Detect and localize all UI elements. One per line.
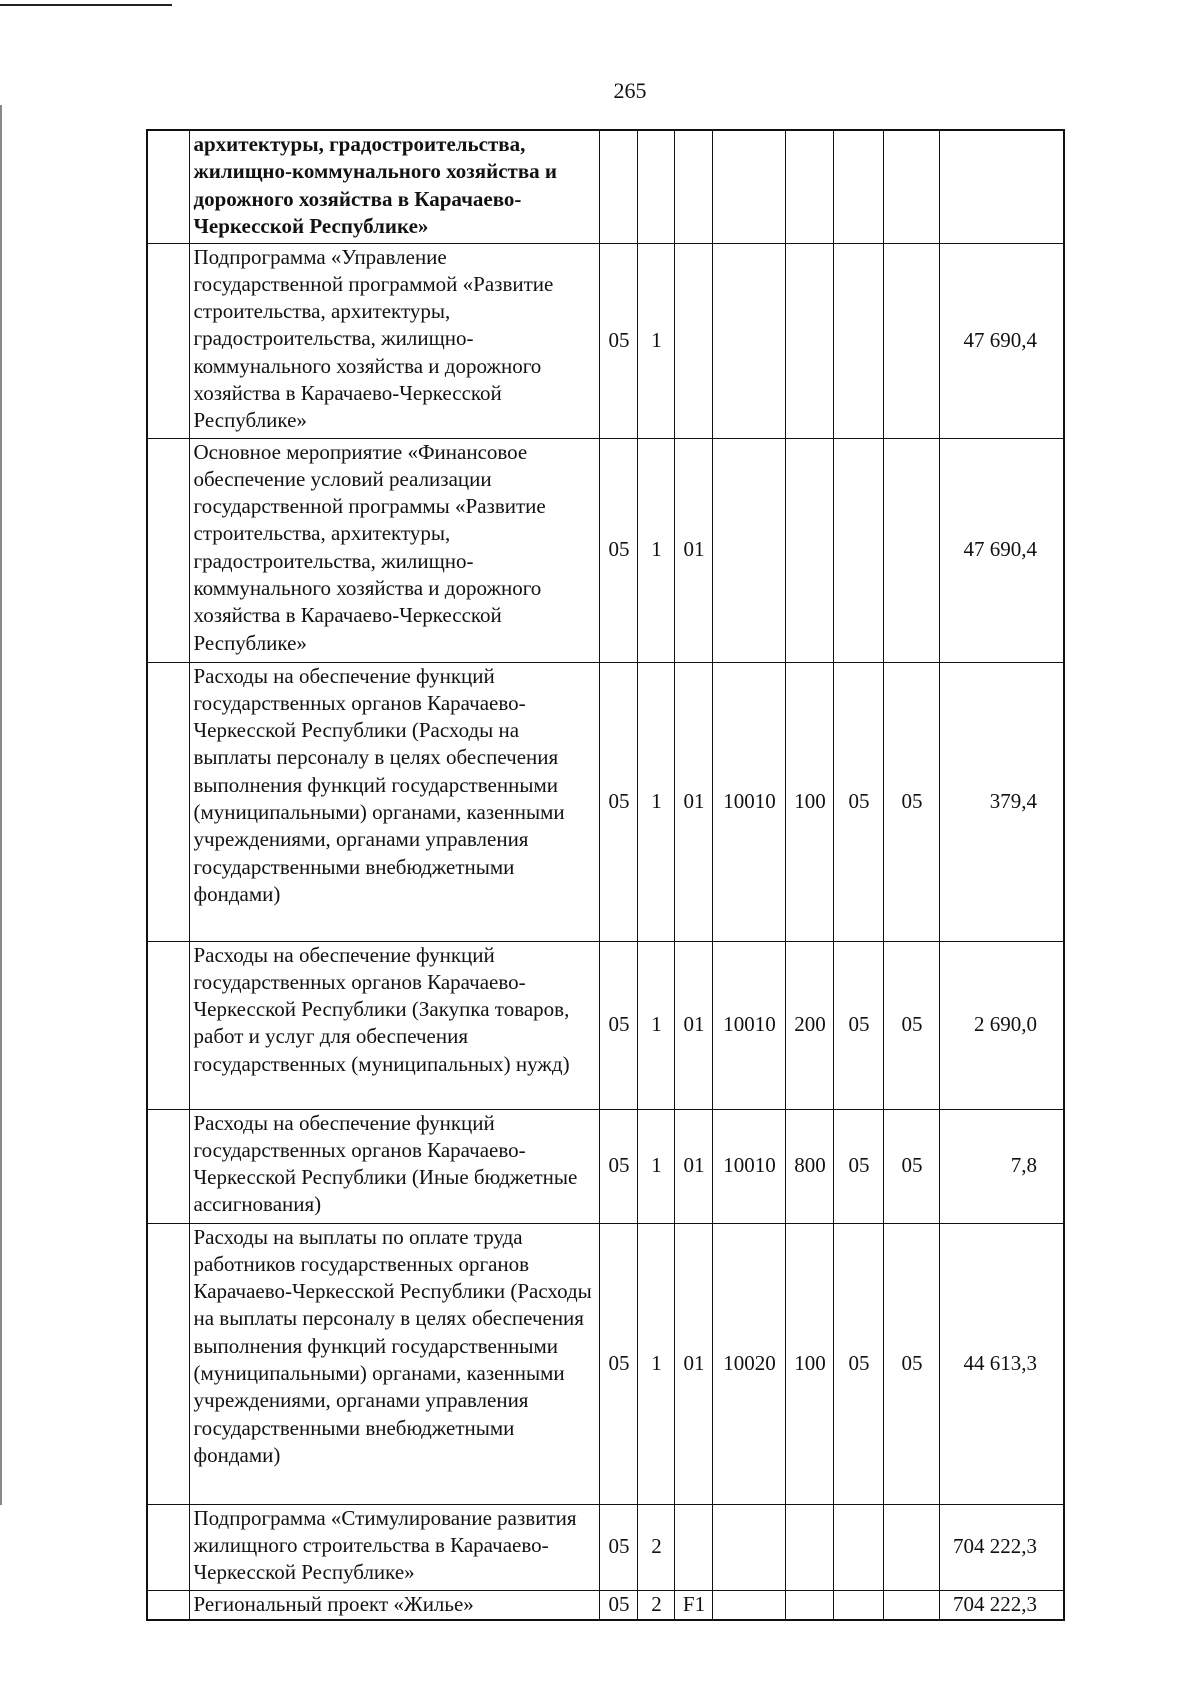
code-cell: 1 [637,1223,674,1504]
code-cell: 10010 [712,1109,785,1223]
code-cell: 05 [833,662,883,941]
blank-cell [147,438,189,662]
code-cell [883,243,939,438]
blank-cell [147,1109,189,1223]
code-cell: 05 [599,1223,637,1504]
code-cell [712,130,785,243]
code-cell: 1 [637,941,674,1109]
code-cell: 05 [599,243,637,438]
code-cell [785,1590,833,1620]
blank-cell [147,1504,189,1590]
code-cell: 05 [883,1223,939,1504]
amount-cell: 2 690,0 [939,941,1064,1109]
blank-cell [147,243,189,438]
code-cell [833,130,883,243]
code-cell [883,1590,939,1620]
code-cell [599,130,637,243]
code-cell: 05 [883,662,939,941]
table-row [147,438,1064,662]
blank-cell [147,1223,189,1504]
code-cell: 05 [599,1109,637,1223]
code-cell [637,130,674,243]
item-name: Основное мероприятие «Финансовое обеспечение условий реализации государственной программы «Развитие строительства, архитектуры, градостроительства, жилищно-коммунального хозяйства и дорожного хозяйства в Карачаево-Черкесской Республике» [189,438,599,662]
item-name: Расходы на обеспечение функций государственных органов Карачаево-Черкесской Республики (Расходы на выплаты персоналу в целях обеспечения выполнения функций государственными (муниципальными) органами, казенными учреждениями, органами управления государственными внебюджетными фондами) [189,662,599,941]
code-cell [674,130,712,243]
amount-cell: 704 222,3 [939,1504,1064,1590]
amount-cell: 47 690,4 [939,438,1064,662]
code-cell [712,1590,785,1620]
code-cell [712,243,785,438]
code-cell: 05 [883,1109,939,1223]
amount-cell: 7,8 [939,1109,1064,1223]
amount-cell [939,130,1064,243]
table-row [147,1504,1064,1590]
code-cell [674,1504,712,1590]
amount-cell: 44 613,3 [939,1223,1064,1504]
code-cell: 10020 [712,1223,785,1504]
code-cell [785,438,833,662]
code-cell: 1 [637,1109,674,1223]
code-cell: 200 [785,941,833,1109]
table-row [147,662,1064,941]
amount-cell: 704 222,3 [939,1590,1064,1620]
code-cell: F1 [674,1590,712,1620]
code-cell: 1 [637,438,674,662]
blank-cell [147,941,189,1109]
table-row [147,1590,1064,1620]
blank-cell [147,662,189,941]
code-cell: 01 [674,1223,712,1504]
item-name: Расходы на обеспечение функций государственных органов Карачаево-Черкесской Республики (Иные бюджетные ассигнования) [189,1109,599,1223]
code-cell: 100 [785,662,833,941]
code-cell: 05 [833,941,883,1109]
code-cell [883,438,939,662]
code-cell [712,1504,785,1590]
page-number: 265 [613,78,647,103]
code-cell [883,130,939,243]
code-cell: 05 [833,1109,883,1223]
code-cell: 10010 [712,941,785,1109]
blank-cell [147,130,189,243]
code-cell: 05 [833,1223,883,1504]
item-name: Региональный проект «Жилье» [189,1590,599,1620]
code-cell [785,130,833,243]
code-cell: 800 [785,1109,833,1223]
blank-cell [147,1590,189,1620]
amount-cell: 47 690,4 [939,243,1064,438]
code-cell [785,243,833,438]
table-row [147,243,1064,438]
code-cell: 10010 [712,662,785,941]
table-row [147,941,1064,1109]
table-row [147,130,1064,243]
code-cell: 05 [599,941,637,1109]
top-edge-rule [0,4,172,6]
code-cell [833,438,883,662]
budget-table [146,129,1065,1621]
item-name: Расходы на выплаты по оплате труда работников государственных органов Карачаево-Черкесской Республики (Расходы на выплаты персоналу в целях обеспечения выполнения функций государственными (муниципальными) органами, казенными учреждениями, органами управления государственными внебюджетными фондами) [189,1223,599,1504]
item-name: Подпрограмма «Стимулирование развития жилищного строительства в Карачаево-Черкесской Республике» [189,1504,599,1590]
code-cell: 2 [637,1590,674,1620]
code-cell [833,243,883,438]
code-cell [883,1504,939,1590]
code-cell [785,1504,833,1590]
amount-cell: 379,4 [939,662,1064,941]
code-cell: 05 [599,438,637,662]
code-cell [674,243,712,438]
table-row [147,1109,1064,1223]
code-cell: 1 [637,662,674,941]
code-cell [833,1504,883,1590]
left-edge-rule [0,105,2,1505]
code-cell: 01 [674,438,712,662]
code-cell: 05 [883,941,939,1109]
table-row [147,1223,1064,1504]
code-cell: 1 [637,243,674,438]
item-name: Расходы на обеспечение функций государственных органов Карачаево-Черкесской Республики (Закупка товаров, работ и услуг для обеспечения государственных (муниципальных) нужд) [189,941,599,1109]
code-cell: 05 [599,662,637,941]
code-cell [712,438,785,662]
code-cell: 01 [674,941,712,1109]
code-cell: 05 [599,1504,637,1590]
code-cell [833,1590,883,1620]
code-cell: 2 [637,1504,674,1590]
item-name: Подпрограмма «Управление государственной программой «Развитие строительства, архитектуры, градостроительства, жилищно-коммунального хозяйства и дорожного хозяйства в Карачаево-Черкесской Республике» [189,243,599,438]
item-name: архитектуры, градостроительства, жилищно-коммунального хозяйства и дорожного хозяйства в Карачаево-Черкесской Республике» [189,130,599,243]
code-cell: 01 [674,1109,712,1223]
code-cell: 05 [599,1590,637,1620]
code-cell: 01 [674,662,712,941]
code-cell: 100 [785,1223,833,1504]
